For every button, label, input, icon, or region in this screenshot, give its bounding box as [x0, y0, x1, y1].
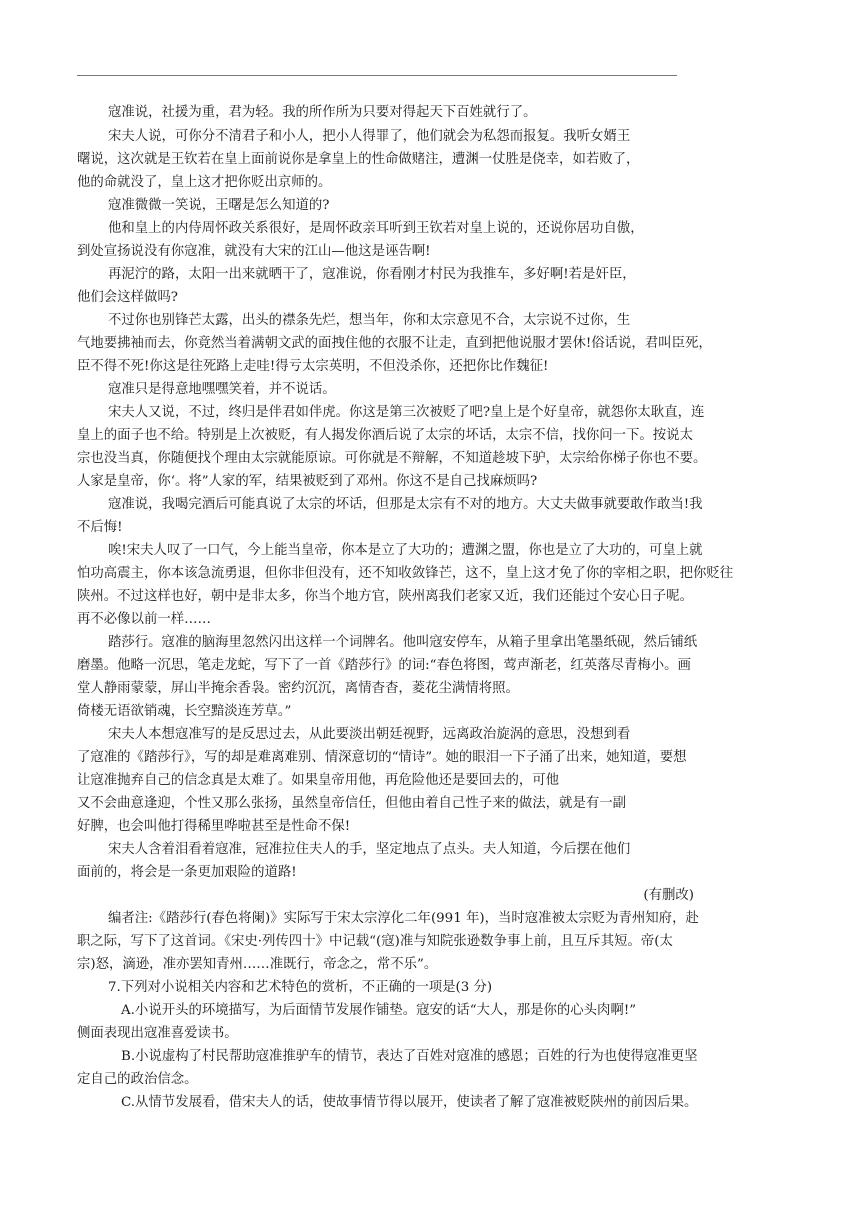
editor-note-line: 编者注:《踏莎行(春色将阑)》实际写于宋太宗淳化二年(991 年)，当时寇准被太宗贬为青州知府，赴	[108, 911, 699, 926]
text-line: 堂人静雨蒙蒙，屏山半掩余香袅。密约沉沉，离情杳杳，菱花尘满情将照。	[77, 681, 519, 696]
text-line: 到处宣扬说没有你寇准，就没有大宋的江山—他这是诬告啊!	[77, 244, 431, 259]
text-line: 寇准微微一笑说，王曙是怎么知道的?	[108, 198, 330, 213]
text-line: 寇准说，社援为重，君为轻。我的所作所为只要对得起天下百姓就行了。	[108, 105, 537, 120]
text-line: 人家是皇帝，你‘。将”人家的军，结果被贬到了邓州。你这不是自己找麻烦吗?	[77, 474, 538, 489]
text-line: 面前的，将会是一条更加艰险的道路!	[77, 865, 297, 880]
option-a-cont: 侧面表现出寇准喜爱读书。	[77, 1026, 238, 1041]
text-line: 他的命就没了，皇上这才把你贬出京师的。	[77, 175, 332, 190]
text-line: 再不必像以前一样……	[77, 612, 211, 627]
header-rule	[77, 75, 677, 76]
editor-note-line: 宗)怒，滴逊，准亦罢知青州……准既行，帝念之，常不乐”。	[77, 957, 438, 972]
question-stem: 7.下列对小说相关内容和艺术特色的赏析，不正确的一项是(3 分)	[108, 980, 493, 995]
text-line: 让寇准抛弃自己的信念真是太难了。如果皇帝用他，再危险他还是要回去的，可他	[77, 773, 560, 788]
text-line: 他们会这样做吗?	[77, 290, 178, 305]
abridged-note: (有删改)	[643, 888, 694, 903]
text-line: 宗也没当真，你随便找个理由太宗就能原谅。可你就是不辩解，不知道趁坡下驴，太宗给你梯子你也不要。	[77, 451, 707, 466]
text-line: 不过你也别锋芒太露，出头的襟条先烂，想当年，你和太宗意见不合，太宗说不过你，生	[108, 313, 631, 328]
text-line: 再泥泞的路，太阳一出来就晒干了，寇准说，你看刚才村民为我推车，多好啊!若是奸臣，	[108, 267, 636, 282]
text-line: 好脾，也会叫他打得稀里哗啦甚至是性命不保!	[77, 819, 351, 834]
text-line: 宋夫人本想寇准写的是反思过去，从此要淡出朝廷视野，远离政治旋涡的意思，没想到看	[108, 727, 631, 742]
text-line: 寇准只是得意地嘿嘿笑着，并不说话。	[108, 382, 336, 397]
text-line: 曙说，这次就是王钦若在皇上面前说你是拿皇上的性命做赌注，遭渊一仗胜是侥幸，如若败了，	[77, 152, 640, 167]
text-line: 宋夫人含着泪看着寇准，冠准拉住夫人的手，坚定地点了点头。夫人知道，今后摆在他们	[108, 842, 631, 857]
text-line: 又不会曲意逢迎，个性又那么张扬，虽然皇帝信任，但他由着自己性子来的做法，就是有一副	[77, 796, 627, 811]
text-line: 踏莎行。寇准的脑海里忽然闪出这样一个词牌名。他叫寇安停车，从箱子里拿出笔墨纸砚，然后铺纸	[108, 635, 698, 650]
text-line: 宋夫人说，可你分不清君子和小人，把小人得罪了，他们就会为私怨而报复。我听女婿王	[108, 129, 631, 144]
text-line: 宋夫人又说，不过，终归是伴君如伴虎。你这是第三次被贬了吧?皇上是个好皇帝，就怨你太耿直，连	[108, 405, 705, 420]
editor-note-line: 职之际，写下了这首词。《宋史·列传四十》中记载“(寇)准与知院张逊数争事上前，且互斥其短。帝(太	[77, 934, 673, 949]
text-line: 气地要拂袖而去，你竟然当着满朝文武的面拽住他的衣服不让走，直到把他说服才罢休!俗话说，君叫臣死，	[77, 336, 712, 351]
option-b-cont: 定自己的政治信念。	[77, 1072, 198, 1087]
text-line: 唉!宋夫人叹了一口气，今上能当皇帝，你本是立了大功的；遭渊之盟，你也是立了大功的，可皇上就	[108, 543, 703, 558]
text-line: 他和皇上的内侍周怀政关系很好，是周怀政亲耳听到王钦若对皇上说的，还说你居功自傲，	[108, 221, 644, 236]
text-line: 臣不得不死!你这是往死路上走哇!得亏太宗英明，不但没杀你，还把你比作魏征!	[77, 359, 549, 374]
text-line: 寇准说，我喝完酒后可能真说了太宗的坏话，但那是太宗有不对的地方。大丈夫做事就要敢作敢当!我	[108, 497, 703, 512]
option-c: C.从情节发展看，借宋夫人的话，使故事情节得以展开，使读者了解了寇准被贬陕州的前因后果。	[121, 1095, 698, 1110]
text-line: 倚楼无语欲销魂，长空黯淡连芳草。”	[77, 704, 292, 719]
text-line: 了寇准的《踏莎行》，写的却是难离难别、情深意切的“情诗”。她的眼泪一下子涌了出来，她知道，要想	[77, 750, 687, 765]
text-line: 陕州。不过这样也好，朝中是非太多，你当个地方官，陕州离我们老家又近，我们还能过个安心日子呢。	[77, 589, 693, 604]
text-line: 怕功高震主，你本该急流勇退，但你非但没有，还不知收敛锋芒，这不，皇上这才免了你的宰相之职，把你贬往	[77, 566, 734, 581]
text-line: 磨墨。他略一沉思，笔走龙蛇，写下了一首《踏莎行》的词:“春色将图，莺声渐老，红英落尽青梅小。画	[77, 658, 691, 673]
text-line: 皇上的面子也不给。特别是上次被贬，有人揭发你酒后说了太宗的坏话，太宗不信，找你问一下。按说太	[77, 428, 693, 443]
text-line: 不后悔!	[77, 520, 123, 535]
option-a: A.小说开头的环境描写，为后面情节发展作铺垫。寇安的话“大人，那是你的心头肉啊!”	[121, 1003, 637, 1018]
option-b: B.小说虚构了村民帮助寇准推驴车的情节，表达了百姓对寇准的感恩；百姓的行为也使得寇准更坚	[121, 1049, 698, 1064]
